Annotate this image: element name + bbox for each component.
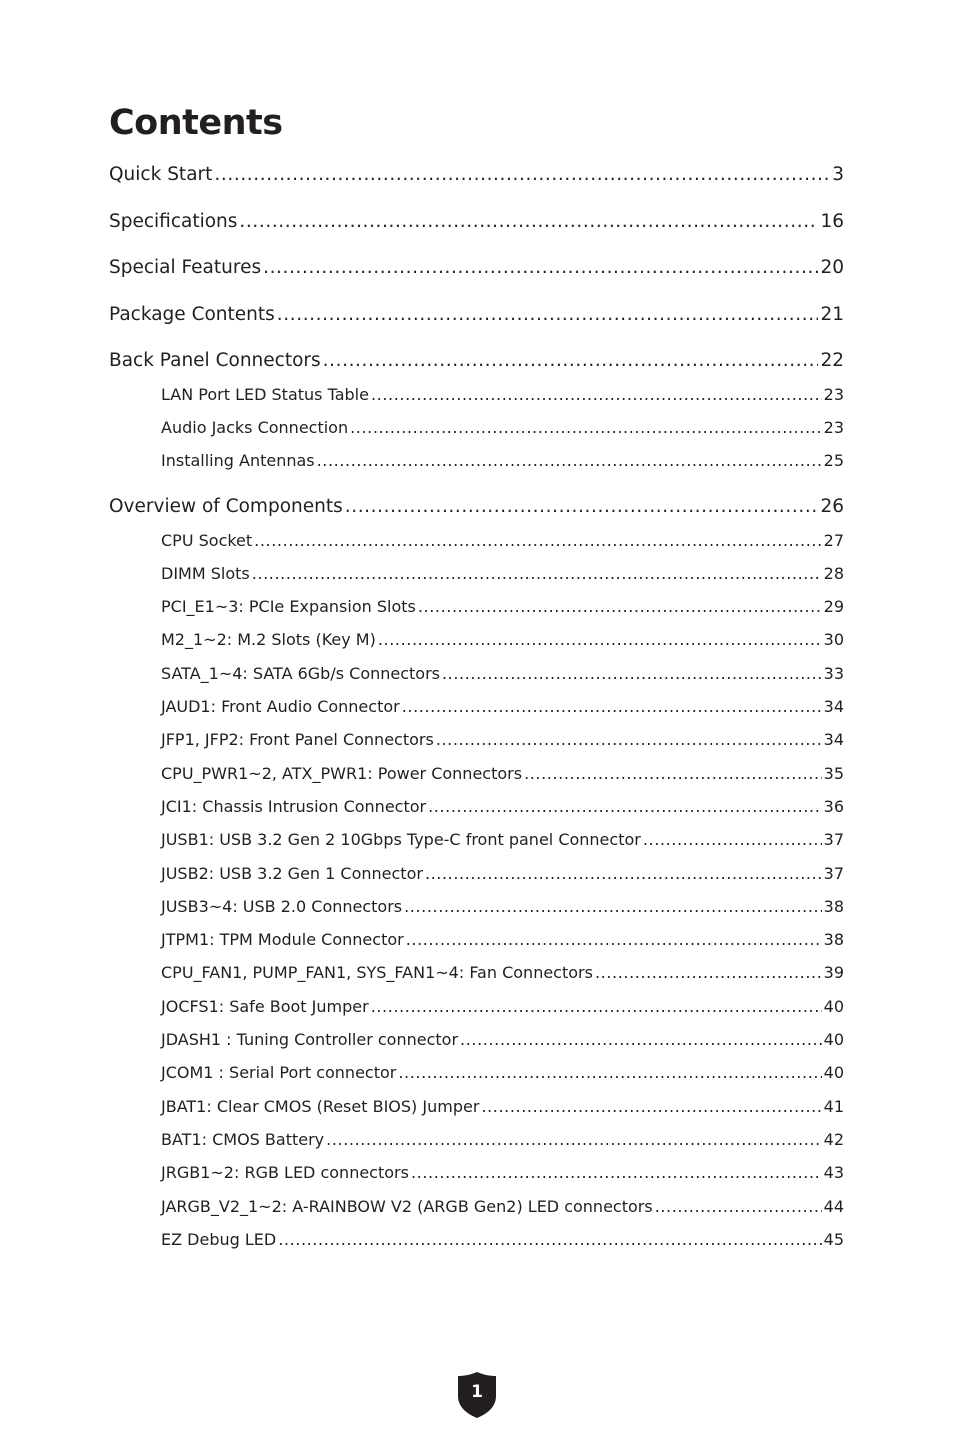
toc-entry-label: JDASH1 : Tuning Controller connector — [161, 1030, 459, 1049]
toc-entry-page: 40 — [823, 997, 844, 1016]
toc-entry-label: BAT1: CMOS Battery — [161, 1130, 325, 1149]
toc-entry[interactable] — [109, 530, 844, 552]
toc-entry[interactable] — [109, 1096, 844, 1118]
toc-dot-leader — [350, 417, 822, 439]
toc-entry-page: 39 — [823, 963, 844, 982]
toc-entry-page: 27 — [823, 531, 844, 550]
toc-dot-leader — [378, 629, 822, 651]
toc-entry[interactable] — [109, 209, 844, 235]
toc-entry-label: JUSB2: USB 3.2 Gen 1 Connector — [161, 864, 423, 883]
toc-entry-page: 3 — [832, 164, 844, 185]
toc-entry-page: 34 — [823, 730, 844, 749]
toc-entry-page: 40 — [823, 1063, 844, 1082]
toc-entry[interactable] — [109, 1029, 844, 1051]
toc-dot-leader — [404, 896, 822, 918]
toc-entry[interactable] — [109, 796, 844, 818]
toc-entry-label: Package Contents — [109, 304, 275, 325]
toc-entry[interactable] — [109, 996, 844, 1018]
toc-entry[interactable] — [109, 417, 844, 439]
toc-entry-page: 37 — [823, 864, 844, 883]
toc-dot-leader — [418, 596, 822, 618]
toc-entry-label: CPU Socket — [161, 531, 253, 550]
toc-entry-label: Special Features — [109, 257, 262, 278]
toc-entry-label: JUSB3~4: USB 2.0 Connectors — [161, 897, 403, 916]
toc-entry[interactable] — [109, 1162, 844, 1184]
toc-entry[interactable] — [109, 929, 844, 951]
toc-entry-page: 25 — [823, 451, 844, 470]
toc-dot-leader — [371, 384, 822, 406]
toc-entry-label: PCI_E1~3: PCIe Expansion Slots — [161, 597, 416, 616]
toc-entry-label: CPU_FAN1, PUMP_FAN1, SYS_FAN1~4: Fan Connectors — [161, 963, 593, 982]
toc-dot-leader — [655, 1196, 822, 1218]
toc-dot-leader — [398, 1062, 821, 1084]
toc-dot-leader — [481, 1096, 821, 1118]
toc-entry[interactable] — [109, 629, 844, 651]
toc-dot-leader — [524, 763, 822, 785]
toc-entry-page: 36 — [823, 797, 844, 816]
toc-entry[interactable] — [109, 663, 844, 685]
toc-entry[interactable] — [109, 302, 844, 328]
toc-entry[interactable] — [109, 596, 844, 618]
toc-entry-page: 44 — [823, 1197, 844, 1216]
toc-dot-leader — [263, 255, 818, 281]
toc-entry[interactable] — [109, 696, 844, 718]
toc-dot-leader — [436, 729, 822, 751]
toc-entry[interactable] — [109, 729, 844, 751]
toc-entry-label: Installing Antennas — [161, 451, 315, 470]
toc-dot-leader — [428, 796, 822, 818]
toc-entry-page: 43 — [823, 1163, 844, 1182]
toc-entry-label: JCI1: Chassis Intrusion Connector — [161, 797, 427, 816]
toc-entry-label: Specifications — [109, 211, 238, 232]
toc-dot-leader — [643, 829, 822, 851]
toc-entry-page: 22 — [820, 350, 844, 371]
toc-entry[interactable] — [109, 1196, 844, 1218]
toc-entry-label: JTPM1: TPM Module Connector — [161, 930, 404, 949]
toc-entry[interactable] — [109, 962, 844, 984]
toc-entry[interactable] — [109, 1229, 844, 1251]
toc-dot-leader — [411, 1162, 822, 1184]
toc-entry-label: JBAT1: Clear CMOS (Reset BIOS) Jumper — [161, 1097, 480, 1116]
toc-dot-leader — [317, 450, 822, 472]
toc-entry-label: Back Panel Connectors — [109, 350, 321, 371]
toc-entry[interactable] — [109, 863, 844, 885]
toc-entry-page: 28 — [823, 564, 844, 583]
toc-entry-label: EZ Debug LED — [161, 1230, 277, 1249]
toc-entry-label: JCOM1 : Serial Port connector — [161, 1063, 397, 1082]
toc-entry[interactable] — [109, 255, 844, 281]
page-number-badge — [458, 1372, 496, 1418]
toc-entry-page: 34 — [823, 697, 844, 716]
toc-dot-leader — [239, 209, 818, 235]
toc-dot-leader — [277, 302, 819, 328]
toc-dot-leader — [425, 863, 822, 885]
toc-dot-leader — [406, 929, 822, 951]
toc-dot-leader — [326, 1129, 822, 1151]
toc-entry-label: LAN Port LED Status Table — [161, 385, 369, 404]
toc-entry-page: 30 — [823, 630, 844, 649]
page-number: 1 — [471, 1382, 483, 1402]
toc-entry-page: 37 — [823, 830, 844, 849]
toc-dot-leader — [252, 563, 822, 585]
toc-entry[interactable] — [109, 348, 844, 374]
toc-entry-page: 16 — [820, 211, 844, 232]
toc-entry-page: 23 — [823, 418, 844, 437]
table-of-contents — [109, 0, 844, 1432]
toc-dot-leader — [595, 962, 822, 984]
toc-dot-leader — [371, 996, 822, 1018]
toc-entry-label: CPU_PWR1~2, ATX_PWR1: Power Connectors — [161, 764, 523, 783]
toc-entry-page: 33 — [823, 664, 844, 683]
toc-entry-label: JFP1, JFP2: Front Panel Connectors — [161, 730, 434, 749]
toc-entry-label: DIMM Slots — [161, 564, 250, 583]
toc-dot-leader — [345, 494, 819, 520]
toc-entry-page: 38 — [823, 930, 844, 949]
toc-entry-page: 42 — [823, 1130, 844, 1149]
toc-entry-page: 35 — [823, 764, 844, 783]
toc-entry[interactable] — [109, 763, 844, 785]
toc-entry[interactable] — [109, 896, 844, 918]
toc-dot-leader — [402, 696, 822, 718]
toc-entry-page: 29 — [823, 597, 844, 616]
toc-entry-label: Audio Jacks Connection — [161, 418, 349, 437]
toc-entry[interactable] — [109, 450, 844, 472]
toc-entry-page: 26 — [820, 496, 844, 517]
toc-entry-page: 41 — [823, 1097, 844, 1116]
toc-entry-label: JAUD1: Front Audio Connector — [161, 697, 400, 716]
toc-entry[interactable] — [109, 563, 844, 585]
toc-entry-page: 40 — [823, 1030, 844, 1049]
toc-dot-leader — [254, 530, 821, 552]
toc-entry[interactable] — [109, 1062, 844, 1084]
toc-entry-page: 38 — [823, 897, 844, 916]
toc-entry-label: M2_1~2: M.2 Slots (Key M) — [161, 630, 376, 649]
toc-entry-page: 23 — [823, 385, 844, 404]
toc-dot-leader — [442, 663, 822, 685]
toc-entry[interactable] — [109, 829, 844, 851]
toc-entry-page: 21 — [820, 304, 844, 325]
toc-entry-label: SATA_1~4: SATA 6Gb/s Connectors — [161, 664, 440, 683]
page-title: Contents — [109, 103, 283, 143]
toc-entry[interactable] — [109, 1129, 844, 1151]
toc-entry-label: Overview of Components — [109, 496, 343, 517]
toc-entry-label: JOCFS1: Safe Boot Jumper — [161, 997, 369, 1016]
toc-entry[interactable] — [109, 162, 844, 188]
toc-entry[interactable] — [109, 384, 844, 406]
toc-entry-label: Quick Start — [109, 164, 213, 185]
toc-entry-page: 45 — [823, 1230, 844, 1249]
toc-dot-leader — [214, 162, 830, 188]
toc-entry-label: JARGB_V2_1~2: A-RAINBOW V2 (ARGB Gen2) LED connectors — [161, 1197, 653, 1216]
toc-entry-label: JRGB1~2: RGB LED connectors — [161, 1163, 409, 1182]
toc-entry[interactable] — [109, 494, 844, 520]
toc-entry-label: JUSB1: USB 3.2 Gen 2 10Gbps Type-C front panel Connector — [161, 830, 641, 849]
toc-dot-leader — [323, 348, 819, 374]
toc-dot-leader — [278, 1229, 821, 1251]
toc-entry-page: 20 — [820, 257, 844, 278]
toc-dot-leader — [460, 1029, 822, 1051]
